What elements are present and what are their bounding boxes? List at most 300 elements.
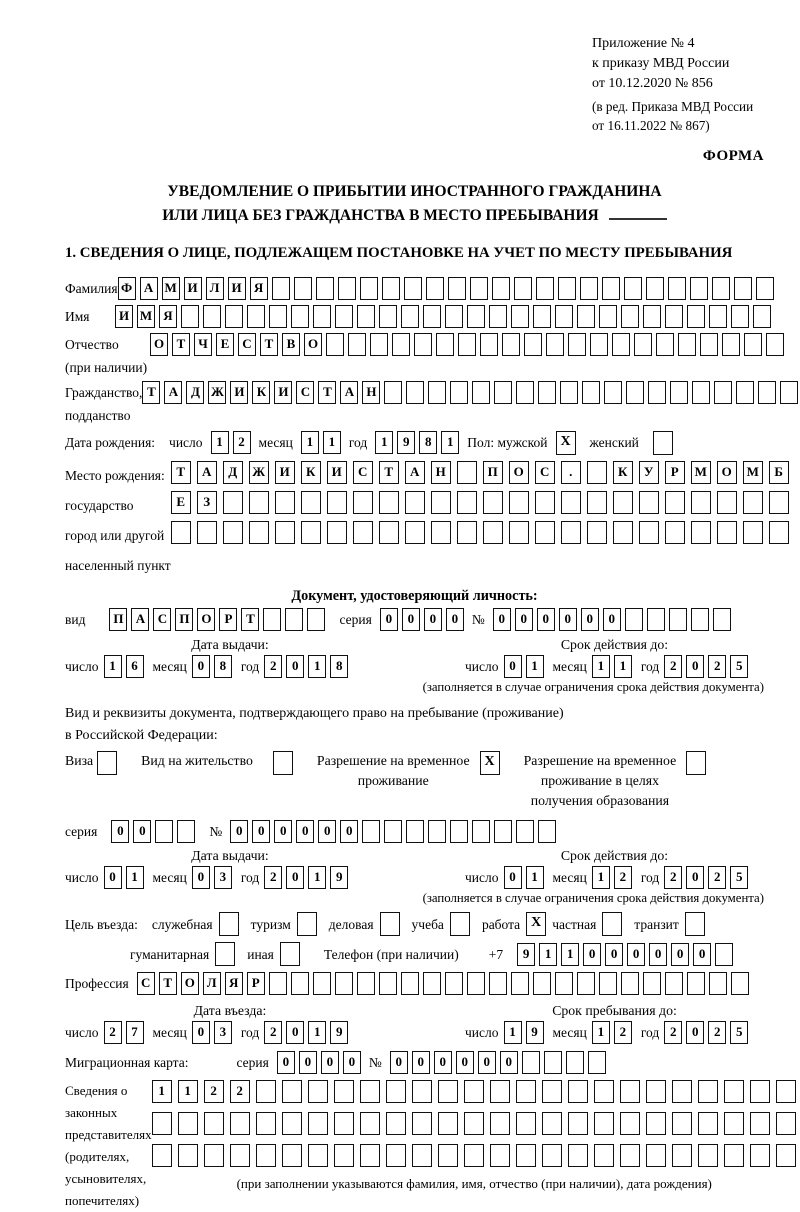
form-cell[interactable]: 0: [274, 820, 292, 843]
form-cell[interactable]: [522, 1051, 540, 1074]
form-cell[interactable]: 1: [504, 1021, 522, 1044]
form-cell[interactable]: С: [238, 333, 256, 356]
form-cell[interactable]: [776, 1112, 796, 1135]
form-cell[interactable]: [97, 751, 117, 775]
form-cell[interactable]: [464, 1144, 484, 1167]
form-cell[interactable]: 0: [559, 608, 577, 631]
form-cell[interactable]: [219, 912, 239, 936]
form-cell[interactable]: [555, 305, 573, 328]
form-cell[interactable]: [620, 1112, 640, 1135]
form-cell[interactable]: [613, 521, 633, 544]
form-cell[interactable]: [308, 1144, 328, 1167]
form-cell[interactable]: [307, 608, 325, 631]
form-cell[interactable]: [602, 912, 622, 936]
form-cell[interactable]: 2: [264, 1021, 282, 1044]
form-cell[interactable]: [249, 491, 269, 514]
form-cell[interactable]: [178, 1112, 198, 1135]
form-cell[interactable]: [204, 1144, 224, 1167]
form-cell[interactable]: [769, 521, 789, 544]
form-cell[interactable]: 0: [296, 820, 314, 843]
form-cell[interactable]: 2: [614, 1021, 632, 1044]
form-cell[interactable]: [560, 381, 578, 404]
form-cell[interactable]: [691, 608, 709, 631]
form-cell[interactable]: 0: [192, 866, 210, 889]
form-cell[interactable]: [743, 521, 763, 544]
form-cell[interactable]: И: [275, 461, 295, 484]
form-cell[interactable]: [263, 608, 281, 631]
form-cell[interactable]: 2: [264, 655, 282, 678]
form-cell[interactable]: X: [556, 431, 576, 455]
form-cell[interactable]: [709, 305, 727, 328]
form-cell[interactable]: 0: [603, 608, 621, 631]
form-cell[interactable]: [480, 333, 498, 356]
form-cell[interactable]: [472, 381, 490, 404]
form-cell[interactable]: [750, 1144, 770, 1167]
form-cell[interactable]: А: [340, 381, 358, 404]
form-cell[interactable]: [714, 381, 732, 404]
form-cell[interactable]: [604, 381, 622, 404]
form-cell[interactable]: [401, 305, 419, 328]
form-cell[interactable]: 2: [664, 655, 682, 678]
form-cell[interactable]: М: [691, 461, 711, 484]
form-cell[interactable]: 1: [104, 655, 122, 678]
form-cell[interactable]: [516, 1080, 536, 1103]
form-cell[interactable]: [514, 277, 532, 300]
form-cell[interactable]: [223, 491, 243, 514]
form-cell[interactable]: [275, 521, 295, 544]
form-cell[interactable]: [691, 491, 711, 514]
form-cell[interactable]: [327, 491, 347, 514]
form-cell[interactable]: [538, 381, 556, 404]
form-cell[interactable]: [467, 305, 485, 328]
form-cell[interactable]: [668, 277, 686, 300]
form-cell[interactable]: [587, 491, 607, 514]
form-cell[interactable]: 1: [614, 655, 632, 678]
form-cell[interactable]: 2: [708, 866, 726, 889]
form-cell[interactable]: 6: [126, 655, 144, 678]
form-cell[interactable]: П: [175, 608, 193, 631]
form-cell[interactable]: 2: [104, 1021, 122, 1044]
form-cell[interactable]: [587, 521, 607, 544]
form-cell[interactable]: [326, 333, 344, 356]
form-cell[interactable]: 2: [614, 866, 632, 889]
form-cell[interactable]: [204, 1112, 224, 1135]
form-cell[interactable]: [758, 381, 776, 404]
form-cell[interactable]: [698, 1080, 718, 1103]
form-cell[interactable]: 0: [318, 820, 336, 843]
form-cell[interactable]: [457, 521, 477, 544]
form-cell[interactable]: Ф: [118, 277, 136, 300]
form-cell[interactable]: [457, 461, 477, 484]
form-cell[interactable]: [178, 1144, 198, 1167]
form-cell[interactable]: [599, 972, 617, 995]
form-cell[interactable]: [297, 912, 317, 936]
form-cell[interactable]: [155, 820, 173, 843]
form-cell[interactable]: С: [153, 608, 171, 631]
form-cell[interactable]: [335, 305, 353, 328]
form-cell[interactable]: [624, 277, 642, 300]
form-cell[interactable]: [509, 521, 529, 544]
form-cell[interactable]: 9: [330, 1021, 348, 1044]
form-cell[interactable]: Т: [318, 381, 336, 404]
form-cell[interactable]: Б: [769, 461, 789, 484]
form-cell[interactable]: [282, 1080, 302, 1103]
form-cell[interactable]: 0: [286, 1021, 304, 1044]
form-cell[interactable]: 0: [230, 820, 248, 843]
form-cell[interactable]: Д: [186, 381, 204, 404]
form-cell[interactable]: [379, 491, 399, 514]
form-cell[interactable]: [230, 1144, 250, 1167]
form-cell[interactable]: О: [181, 972, 199, 995]
form-cell[interactable]: [412, 1144, 432, 1167]
form-cell[interactable]: 0: [252, 820, 270, 843]
form-cell[interactable]: Р: [665, 461, 685, 484]
form-cell[interactable]: .: [561, 461, 581, 484]
form-cell[interactable]: 0: [321, 1051, 339, 1074]
form-cell[interactable]: [269, 972, 287, 995]
form-cell[interactable]: [282, 1144, 302, 1167]
form-cell[interactable]: [769, 491, 789, 514]
form-cell[interactable]: 0: [133, 820, 151, 843]
form-cell[interactable]: [577, 972, 595, 995]
form-cell[interactable]: [256, 1144, 276, 1167]
form-cell[interactable]: [516, 820, 534, 843]
form-cell[interactable]: [670, 381, 688, 404]
form-cell[interactable]: [225, 305, 243, 328]
form-cell[interactable]: О: [150, 333, 168, 356]
form-cell[interactable]: Р: [219, 608, 237, 631]
form-cell[interactable]: [700, 333, 718, 356]
form-cell[interactable]: О: [197, 608, 215, 631]
form-cell[interactable]: 0: [456, 1051, 474, 1074]
form-cell[interactable]: [535, 521, 555, 544]
form-cell[interactable]: 0: [402, 608, 420, 631]
form-cell[interactable]: А: [405, 461, 425, 484]
form-cell[interactable]: Я: [250, 277, 268, 300]
form-cell[interactable]: 0: [111, 820, 129, 843]
form-cell[interactable]: 9: [526, 1021, 544, 1044]
form-cell[interactable]: С: [137, 972, 155, 995]
form-cell[interactable]: М: [137, 305, 155, 328]
form-cell[interactable]: [648, 381, 666, 404]
form-cell[interactable]: [776, 1144, 796, 1167]
form-cell[interactable]: Л: [206, 277, 224, 300]
form-cell[interactable]: [285, 608, 303, 631]
form-cell[interactable]: [687, 305, 705, 328]
form-cell[interactable]: [457, 491, 477, 514]
form-cell[interactable]: 5: [730, 866, 748, 889]
form-cell[interactable]: Т: [159, 972, 177, 995]
form-cell[interactable]: [691, 521, 711, 544]
form-cell[interactable]: Е: [216, 333, 234, 356]
form-cell[interactable]: 0: [412, 1051, 430, 1074]
form-cell[interactable]: 1: [308, 1021, 326, 1044]
form-cell[interactable]: [544, 1051, 562, 1074]
form-cell[interactable]: 9: [330, 866, 348, 889]
form-cell[interactable]: [717, 491, 737, 514]
form-cell[interactable]: [546, 333, 564, 356]
form-cell[interactable]: [646, 1144, 666, 1167]
form-cell[interactable]: [412, 1080, 432, 1103]
form-cell[interactable]: [494, 820, 512, 843]
form-cell[interactable]: 0: [299, 1051, 317, 1074]
form-cell[interactable]: И: [115, 305, 133, 328]
form-cell[interactable]: [524, 333, 542, 356]
form-cell[interactable]: Н: [431, 461, 451, 484]
form-cell[interactable]: [445, 972, 463, 995]
form-cell[interactable]: 8: [214, 655, 232, 678]
form-cell[interactable]: [401, 972, 419, 995]
form-cell[interactable]: [634, 333, 652, 356]
form-cell[interactable]: [445, 305, 463, 328]
form-cell[interactable]: 2: [708, 655, 726, 678]
form-cell[interactable]: [334, 1112, 354, 1135]
form-cell[interactable]: [450, 912, 470, 936]
form-cell[interactable]: С: [353, 461, 373, 484]
form-cell[interactable]: [272, 277, 290, 300]
form-cell[interactable]: [612, 333, 630, 356]
form-cell[interactable]: [392, 333, 410, 356]
form-cell[interactable]: [536, 277, 554, 300]
form-cell[interactable]: 8: [419, 431, 437, 454]
form-cell[interactable]: [405, 491, 425, 514]
form-cell[interactable]: [464, 1080, 484, 1103]
form-cell[interactable]: [647, 608, 665, 631]
form-cell[interactable]: 2: [230, 1080, 250, 1103]
form-cell[interactable]: П: [483, 461, 503, 484]
form-cell[interactable]: [360, 277, 378, 300]
form-cell[interactable]: [301, 521, 321, 544]
form-cell[interactable]: [428, 820, 446, 843]
form-cell[interactable]: [502, 333, 520, 356]
form-cell[interactable]: [577, 305, 595, 328]
form-cell[interactable]: [756, 277, 774, 300]
form-cell[interactable]: М: [162, 277, 180, 300]
form-cell[interactable]: 1: [375, 431, 393, 454]
form-cell[interactable]: [594, 1080, 614, 1103]
form-cell[interactable]: [588, 1051, 606, 1074]
form-cell[interactable]: К: [613, 461, 633, 484]
form-cell[interactable]: [438, 1080, 458, 1103]
form-cell[interactable]: 1: [526, 655, 544, 678]
form-cell[interactable]: 1: [308, 866, 326, 889]
form-cell[interactable]: [665, 972, 683, 995]
form-cell[interactable]: [438, 1144, 458, 1167]
form-cell[interactable]: [724, 1112, 744, 1135]
form-cell[interactable]: [308, 1112, 328, 1135]
form-cell[interactable]: [602, 277, 620, 300]
form-cell[interactable]: И: [274, 381, 292, 404]
form-cell[interactable]: [489, 972, 507, 995]
form-cell[interactable]: [509, 491, 529, 514]
form-cell[interactable]: 0: [686, 1021, 704, 1044]
form-cell[interactable]: В: [282, 333, 300, 356]
form-cell[interactable]: 0: [605, 943, 623, 966]
form-cell[interactable]: [599, 305, 617, 328]
form-cell[interactable]: [646, 1080, 666, 1103]
form-cell[interactable]: [313, 305, 331, 328]
form-cell[interactable]: [594, 1144, 614, 1167]
form-cell[interactable]: [750, 1080, 770, 1103]
form-cell[interactable]: 5: [730, 655, 748, 678]
form-cell[interactable]: X: [526, 912, 546, 936]
form-cell[interactable]: [404, 277, 422, 300]
form-cell[interactable]: 2: [233, 431, 251, 454]
form-cell[interactable]: К: [252, 381, 270, 404]
form-cell[interactable]: [360, 1144, 380, 1167]
form-cell[interactable]: [448, 277, 466, 300]
form-cell[interactable]: [357, 305, 375, 328]
form-cell[interactable]: [511, 305, 529, 328]
form-cell[interactable]: [678, 333, 696, 356]
form-cell[interactable]: X: [480, 751, 500, 775]
form-cell[interactable]: [215, 942, 235, 966]
form-cell[interactable]: Я: [159, 305, 177, 328]
form-cell[interactable]: [490, 1080, 510, 1103]
form-cell[interactable]: [568, 1080, 588, 1103]
form-cell[interactable]: 1: [592, 655, 610, 678]
form-cell[interactable]: [353, 521, 373, 544]
form-cell[interactable]: [687, 972, 705, 995]
form-cell[interactable]: У: [639, 461, 659, 484]
form-cell[interactable]: [464, 1112, 484, 1135]
form-cell[interactable]: [308, 1080, 328, 1103]
form-cell[interactable]: [516, 381, 534, 404]
form-cell[interactable]: 9: [517, 943, 535, 966]
form-cell[interactable]: И: [184, 277, 202, 300]
form-cell[interactable]: [334, 1144, 354, 1167]
form-cell[interactable]: [744, 333, 762, 356]
form-cell[interactable]: [249, 521, 269, 544]
form-cell[interactable]: [665, 305, 683, 328]
form-cell[interactable]: Р: [247, 972, 265, 995]
form-cell[interactable]: [712, 277, 730, 300]
form-cell[interactable]: [731, 972, 749, 995]
form-cell[interactable]: [423, 972, 441, 995]
form-cell[interactable]: [470, 277, 488, 300]
form-cell[interactable]: [384, 381, 402, 404]
form-cell[interactable]: [724, 1144, 744, 1167]
form-cell[interactable]: [406, 820, 424, 843]
form-cell[interactable]: 0: [627, 943, 645, 966]
form-cell[interactable]: 0: [192, 1021, 210, 1044]
form-cell[interactable]: Т: [171, 461, 191, 484]
form-cell[interactable]: [273, 751, 293, 775]
form-cell[interactable]: [492, 277, 510, 300]
form-cell[interactable]: [620, 1080, 640, 1103]
form-cell[interactable]: 0: [104, 866, 122, 889]
form-cell[interactable]: [301, 491, 321, 514]
form-cell[interactable]: Е: [171, 491, 191, 514]
form-cell[interactable]: [177, 820, 195, 843]
form-cell[interactable]: 0: [583, 943, 601, 966]
form-cell[interactable]: [542, 1112, 562, 1135]
form-cell[interactable]: [516, 1144, 536, 1167]
form-cell[interactable]: 2: [664, 866, 682, 889]
form-cell[interactable]: Д: [223, 461, 243, 484]
form-cell[interactable]: [646, 1112, 666, 1135]
form-cell[interactable]: 2: [708, 1021, 726, 1044]
form-cell[interactable]: [621, 305, 639, 328]
form-cell[interactable]: [362, 820, 380, 843]
form-cell[interactable]: Ж: [208, 381, 226, 404]
form-cell[interactable]: [561, 521, 581, 544]
form-cell[interactable]: [360, 1112, 380, 1135]
form-cell[interactable]: [357, 972, 375, 995]
form-cell[interactable]: [776, 1080, 796, 1103]
form-cell[interactable]: [715, 943, 733, 966]
form-cell[interactable]: [494, 381, 512, 404]
form-cell[interactable]: И: [228, 277, 246, 300]
form-cell[interactable]: [568, 1144, 588, 1167]
form-cell[interactable]: 0: [192, 655, 210, 678]
form-cell[interactable]: [386, 1080, 406, 1103]
form-cell[interactable]: [431, 521, 451, 544]
form-cell[interactable]: 1: [211, 431, 229, 454]
form-cell[interactable]: [472, 820, 490, 843]
form-cell[interactable]: [256, 1112, 276, 1135]
form-cell[interactable]: 0: [504, 866, 522, 889]
form-cell[interactable]: [275, 491, 295, 514]
form-cell[interactable]: [535, 491, 555, 514]
form-cell[interactable]: 0: [424, 608, 442, 631]
form-cell[interactable]: 1: [561, 943, 579, 966]
form-cell[interactable]: [458, 333, 476, 356]
form-cell[interactable]: [594, 1112, 614, 1135]
form-cell[interactable]: 0: [693, 943, 711, 966]
form-cell[interactable]: [335, 972, 353, 995]
form-cell[interactable]: 0: [649, 943, 667, 966]
form-cell[interactable]: [639, 521, 659, 544]
form-cell[interactable]: 1: [526, 866, 544, 889]
form-cell[interactable]: [685, 912, 705, 936]
form-cell[interactable]: [625, 608, 643, 631]
form-cell[interactable]: [734, 277, 752, 300]
form-cell[interactable]: [197, 521, 217, 544]
form-cell[interactable]: [568, 333, 586, 356]
form-cell[interactable]: 0: [581, 608, 599, 631]
form-cell[interactable]: [669, 608, 687, 631]
form-cell[interactable]: 0: [537, 608, 555, 631]
form-cell[interactable]: Т: [241, 608, 259, 631]
form-cell[interactable]: Я: [225, 972, 243, 995]
form-cell[interactable]: 3: [214, 866, 232, 889]
form-cell[interactable]: [582, 381, 600, 404]
form-cell[interactable]: [467, 972, 485, 995]
form-cell[interactable]: [722, 333, 740, 356]
form-cell[interactable]: [643, 305, 661, 328]
form-cell[interactable]: [731, 305, 749, 328]
form-cell[interactable]: 0: [478, 1051, 496, 1074]
form-cell[interactable]: [686, 751, 706, 775]
form-cell[interactable]: [698, 1144, 718, 1167]
form-cell[interactable]: 5: [730, 1021, 748, 1044]
form-cell[interactable]: О: [717, 461, 737, 484]
form-cell[interactable]: [653, 431, 673, 455]
form-cell[interactable]: [538, 820, 556, 843]
form-cell[interactable]: 1: [126, 866, 144, 889]
form-cell[interactable]: [672, 1112, 692, 1135]
form-cell[interactable]: [431, 491, 451, 514]
form-cell[interactable]: [203, 305, 221, 328]
form-cell[interactable]: 2: [204, 1080, 224, 1103]
form-cell[interactable]: 0: [277, 1051, 295, 1074]
form-cell[interactable]: [590, 333, 608, 356]
form-cell[interactable]: [406, 381, 424, 404]
form-cell[interactable]: М: [743, 461, 763, 484]
form-cell[interactable]: [692, 381, 710, 404]
form-cell[interactable]: [316, 277, 334, 300]
